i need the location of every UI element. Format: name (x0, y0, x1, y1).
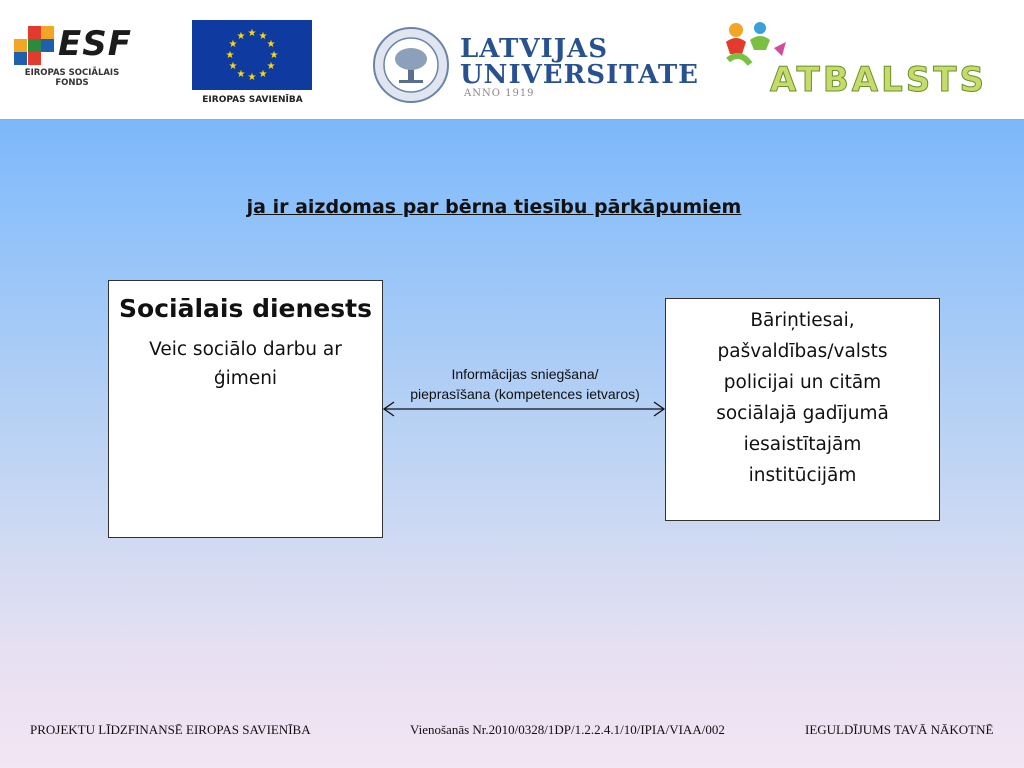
svg-text:★: ★ (228, 39, 238, 50)
svg-text:★: ★ (225, 50, 235, 61)
atbalsts-logo (720, 20, 1000, 105)
eu-caption: EIROPAS SAVIENĪBA (202, 95, 303, 105)
institutions-line: pašvaldības/valsts (717, 341, 888, 362)
footer-cofinanced: PROJEKTU LĪDZFINANSĒ EIROPAS SAVIENĪBA (30, 722, 311, 737)
institutions-line: policijai un citām (723, 372, 882, 393)
eu-flag-icon (192, 20, 312, 90)
diagram-title: ja ir aizdomas par bērna tiesību pārkāpumiem (246, 196, 742, 218)
svg-text:★: ★ (269, 50, 279, 61)
bidirectional-arrow-icon (380, 395, 670, 425)
eu-logo (190, 18, 315, 110)
institutions-line: Bāriņtiesai, (750, 310, 855, 331)
institutions-line: sociālajā gadījumā (716, 403, 889, 424)
social-service-box (108, 280, 383, 538)
svg-text:★: ★ (236, 31, 246, 42)
svg-text:★: ★ (266, 61, 276, 72)
svg-text:★: ★ (247, 28, 257, 39)
institutions-line: institūcijām (748, 465, 857, 486)
svg-text:★: ★ (266, 39, 276, 50)
esf-logo (12, 22, 142, 97)
svg-text:★: ★ (258, 69, 268, 80)
arrow-label-line2: pieprasīšana (kompetences ietvaros) (410, 386, 640, 402)
footer-slogan: IEGULDĪJUMS TAVĀ NĀKOTNĒ (805, 722, 994, 737)
university-logo (368, 22, 699, 107)
svg-text:★: ★ (236, 69, 246, 80)
esf-mark: ESF (58, 24, 132, 64)
university-name-line1: LATVIJAS (460, 34, 608, 64)
institutions-box (665, 298, 940, 521)
social-service-heading: Sociālais dienests (119, 294, 372, 323)
footer-agreement-number: Vienošanās Nr.2010/0328/1DP/1.2.2.4.1/10/IPIA/VIAA/002 (410, 722, 725, 737)
svg-text:★: ★ (228, 61, 238, 72)
social-service-body: Veic sociālo darbu ar ģimeni (149, 339, 342, 389)
institutions-line: iesaistītajām (743, 434, 862, 455)
university-anno: ANNO 1919 (464, 88, 535, 99)
esf-subtitle: EIROPAS SOCIĀLAIS FONDS (24, 68, 120, 88)
svg-text:★: ★ (247, 72, 257, 83)
arrow-label-line1: Informācijas sniegšana/ (451, 366, 599, 382)
university-name-line2: UNIVERSITATE (460, 60, 699, 90)
university-seal-icon (372, 26, 450, 104)
logo-header (0, 0, 1024, 120)
svg-text:★: ★ (258, 31, 268, 42)
esf-squares-icon (14, 26, 54, 66)
atbalsts-word: ATBALSTS (770, 60, 987, 100)
